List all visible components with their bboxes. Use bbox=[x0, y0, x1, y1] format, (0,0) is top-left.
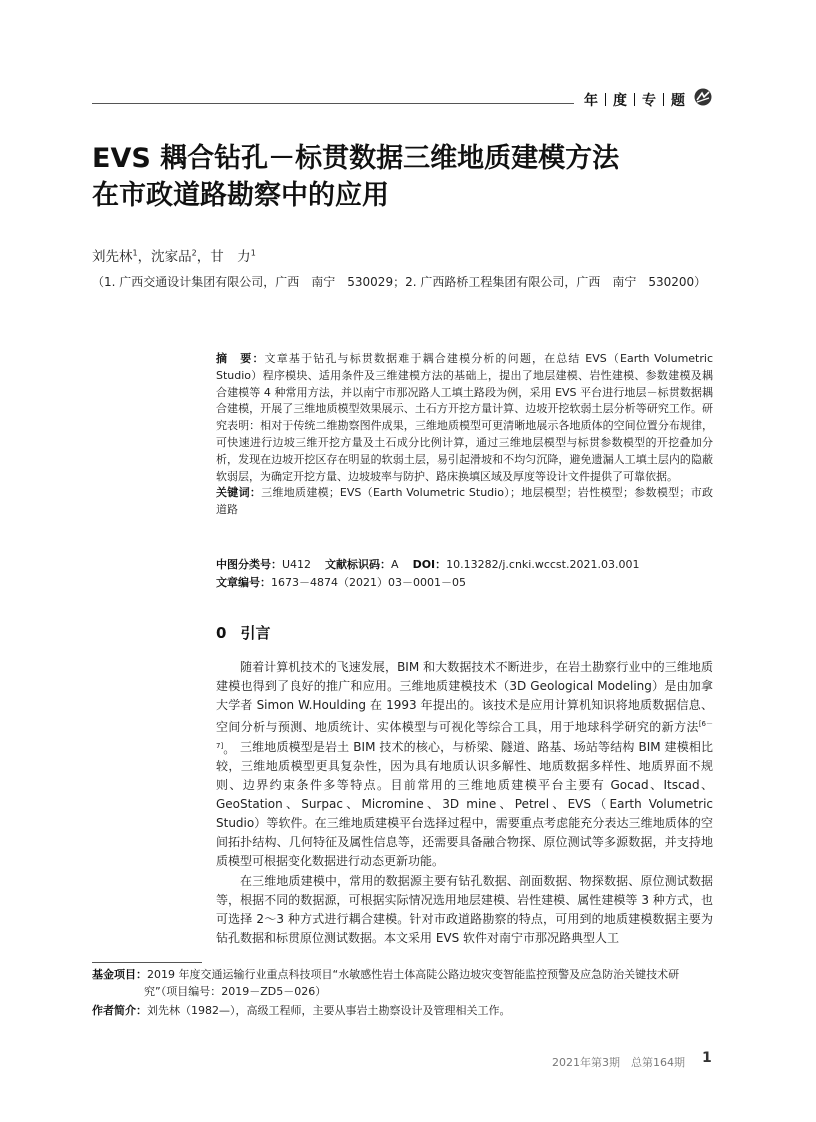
funding-label: 基金项目： bbox=[92, 968, 147, 981]
keywords-text: 三维地质建模；EVS（Earth Volumetric Studio）；地层模型；岩性模型；参数模型；市政道路 bbox=[216, 486, 713, 517]
title-line-2: 在市政道路勘察中的应用 bbox=[92, 180, 389, 211]
author-name: 刘先林 bbox=[92, 249, 133, 265]
doc-code-label: 文献标识码： bbox=[325, 558, 392, 571]
author-mark: 2 bbox=[191, 248, 197, 258]
section-title: 引言 bbox=[240, 624, 271, 642]
clc-value: U412 bbox=[282, 558, 312, 571]
author-name: 沈家品 bbox=[151, 249, 192, 265]
section-number: 0 bbox=[216, 624, 227, 642]
author-bio-note bbox=[92, 1002, 712, 1019]
doc-code-value: A bbox=[391, 558, 399, 571]
affiliation: （1. 广西交通设计集团有限公司，广西 南宁 530029；2. 广西路桥工程集团有限公司，广西 南宁 530200） bbox=[92, 275, 707, 289]
body-paragraph bbox=[216, 738, 713, 871]
author-name: 甘 力 bbox=[210, 249, 251, 265]
author-list: 刘先林$^1$，沈家品$^2$，甘 力$^1$ bbox=[92, 248, 256, 265]
section-char: 题 bbox=[671, 93, 685, 109]
section-tag bbox=[584, 90, 685, 110]
section-heading bbox=[216, 622, 270, 643]
header-rule bbox=[92, 103, 574, 104]
citation: [6－7] bbox=[216, 720, 713, 750]
issue-info: 2021年第3期 总第164期 bbox=[552, 1056, 685, 1069]
doi-value: 10.13282/j.cnki.wccst.2021.03.001 bbox=[446, 558, 640, 571]
article-number-value: 1673－4874（2021）03－0001－05 bbox=[271, 576, 466, 589]
abstract-text: 文章基于钻孔与标贯数据难于耦合建模分析的问题，在总结 EVS（Earth Volumetric Studio）程序模块、适用条件及三维建模方法的基础上，提出了地层建模、岩性建模、参数建模及耦合建模等 4 种常用方法，并以南宁市那况路人工填土路段为例，采用 EVS 平台进行地层－标贯数据耦合建模，开展了三维地质模型效果展示、土石方开挖方量计算、边坡开挖软弱土层分析等研究工作。研究表明：相对于传统二维勘察图件成果，三维地质模型可更清晰地展示各地质体的空间位置分布规律，可快速进行边坡三维开挖方量及土石成分比例计算，通过三维地层模型与标贯参数模型的开挖叠加分析，发现在边坡开挖区存在明显的软弱土层，易引起滑坡和不均匀沉降，避免遗漏人工填土层内的隐蔽软弱层，为确定开挖方量、边坡坡率与防护、路床换填区域及厚度等设计文件提供了可靠依据。 bbox=[216, 352, 713, 483]
section-char: 年 bbox=[584, 93, 598, 109]
page-number: 1 bbox=[702, 1050, 712, 1066]
article-title bbox=[92, 140, 732, 214]
author-mark: 1 bbox=[132, 248, 138, 258]
author-bio-text: 刘先林（1982—），高级工程师，主要从事岩土勘察设计及管理相关工作。 bbox=[147, 1004, 511, 1017]
section-char: 专 bbox=[642, 93, 656, 109]
paragraph-text: 随着计算机技术的飞速发展，BIM 和大数据技术不断进步，在岩土勘察行业中的三维地质建模也得到了良好的推广和应用。三维地质建模技术（3D Geological Modeling）是由加拿大学者 Simon W.Houlding 在 1993 年提出的。该技术是应用计算机知识将地质数据信息、空间分析与预测、地质统计、实体模型与可视化等综合工具，用于地球科学研究的新方法 bbox=[216, 660, 713, 734]
article-number-line bbox=[216, 574, 466, 590]
funding-text: 2019 年度交通运输行业重点科技项目“水敏感性岩土体高陡公路边坡灾变智能监控预警及应急防治关键技术研 bbox=[147, 968, 680, 981]
clc-label: 中图分类号： bbox=[216, 558, 282, 571]
body-paragraph bbox=[216, 872, 713, 948]
abstract bbox=[216, 351, 713, 519]
paragraph-text: 在三维地质建模中，常用的数据源主要有钻孔数据、剖面数据、物探数据、原位测试数据等，根据不同的数据源，可根据实际情况选用地层建模、岩性建模、属性建模等 3 种方式，也可选择 2～3 种方式进行耦合建模。针对市政道路勘察的特点，可用到的地质建模数据主要为钻孔数据和标贯原位测试数据。本文采用 EVS 软件对南宁市那况路典型人工 bbox=[216, 874, 713, 945]
doi-label: DOI： bbox=[412, 558, 447, 571]
classification-line bbox=[216, 556, 639, 572]
paragraph-text: 三维地质模型是岩土 BIM 技术的核心，与桥梁、隧道、路基、场站等结构 BIM 建模相比较，三维地质模型更具复杂性，因为具有地质认识多解性、地质数据多样性、地质界面不规则、边界约束条件多等特点。目前常用的三维地质建模平台主要有 Gocad、Itscad、GeoStation、Surpac、Micromine、3D mine、Petrel、EVS（Earth Volumetric Studio）等软件。在三维地质建模平台选择过程中，需要重点考虑能充分表达三维地质体的空间拓扑结构、几何特征及属性信息等，还需要具备融合物探、原位测试等多源数据，并支持地质模型可根据变化数据进行动态更新功能。 bbox=[216, 740, 713, 868]
paragraph-tail: 。 bbox=[223, 742, 236, 756]
section-char: 度 bbox=[613, 93, 627, 109]
funding-text-continued: 究”（项目编号：2019－ZD5－026） bbox=[144, 985, 327, 998]
author-mark: 1 bbox=[250, 248, 256, 258]
funding-note bbox=[92, 966, 712, 1000]
abstract-label: 摘 要： bbox=[216, 352, 265, 365]
article-number-label: 文章编号： bbox=[216, 576, 271, 589]
title-line-1: EVS 耦合钻孔－标贯数据三维地质建模方法 bbox=[92, 143, 620, 174]
journal-logo-icon bbox=[694, 88, 712, 106]
footnote-rule bbox=[92, 962, 202, 963]
author-bio-label: 作者简介： bbox=[92, 1004, 147, 1017]
keywords-label: 关键词： bbox=[216, 486, 262, 500]
